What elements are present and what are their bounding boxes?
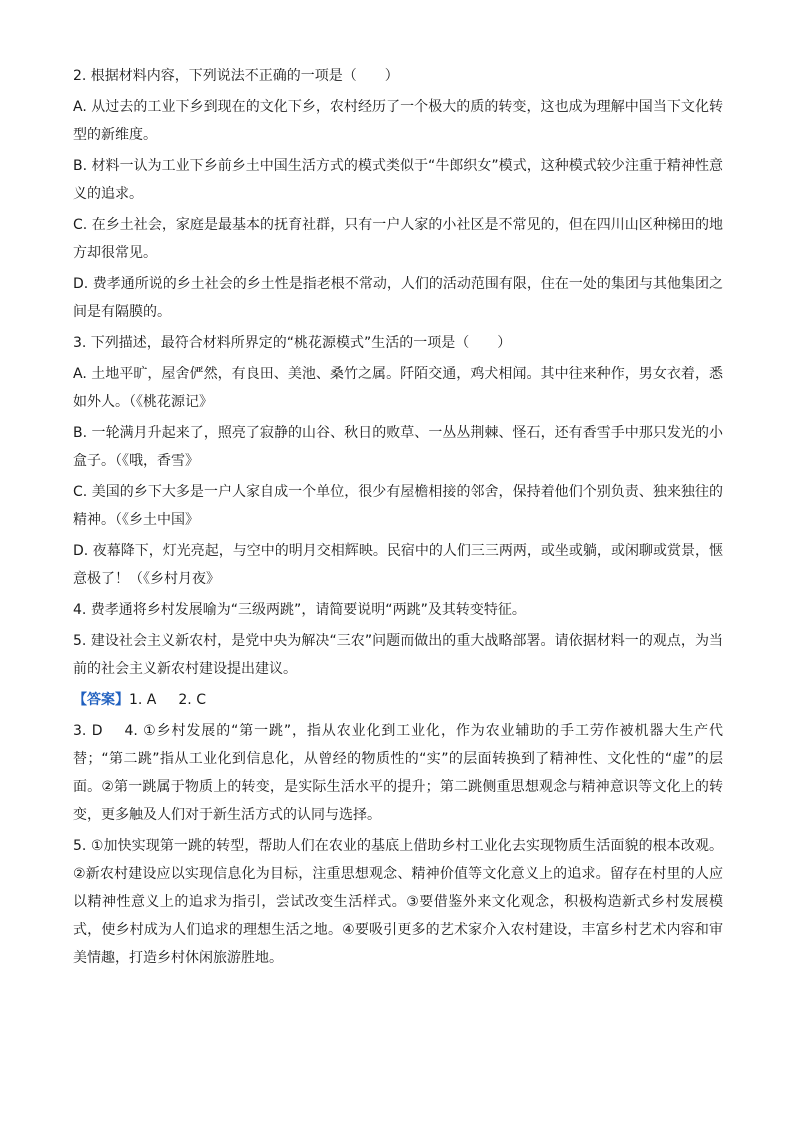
answer-1: 1. A — [129, 692, 157, 708]
question-2-stem: 2. 根据材料内容，下列说法不正确的一项是（ ） — [73, 68, 399, 84]
question-2-option-b: B. 材料一认为工业下乡前乡土中国生活方式的模式类似于“牛郎织女”模式，这种模式较少注重于精神性意义的追求。 — [73, 158, 723, 202]
question-3-option-d: D. 夜幕降下，灯光亮起，与空中的明月交相辉映。民宿中的人们三三两两，或坐或躺，或闲聊或赏景，惬意极了！（《乡村月夜》 — [73, 543, 723, 587]
question-3-option-a: A. 土地平旷，屋舍俨然，有良田、美池、桑竹之属。阡陌交通，鸡犬相闻。其中往来种作，男女衣着，悉如外人。（《桃花源记》 — [73, 366, 723, 410]
answer-3-4 — [73, 717, 723, 829]
question-2-option-a: A. 从过去的工业下乡到现在的文化下乡，农村经历了一个极大的质的转变，这也成为理解中国当下文化转型的新维度。 — [73, 99, 723, 143]
question-3-option-b: B. 一轮满月升起来了，照亮了寂静的山谷、秋日的败草、一丛丛荆棘、怪石，还有香雪手中那只发光的小盒子。（《哦，香雪》 — [73, 425, 723, 469]
question-2-option-d: D. 费孝通所说的乡土社会的乡土性是指老根不常动，人们的活动范围有限，住在一处的集团与其他集团之间是有隔膜的。 — [73, 276, 723, 320]
answer-3: 3. D — [73, 723, 103, 739]
answer-line-1 — [73, 686, 723, 714]
answer-label: 【答案】 — [73, 692, 129, 708]
answer-2: 2. C — [178, 692, 206, 708]
question-3-option-c: C. 美国的乡下大多是一户人家自成一个单位，很少有屋檐相接的邻舍，保持着他们个别负责、独来独往的精神。（《乡土中国》 — [73, 484, 723, 528]
document-page — [73, 62, 723, 975]
answer-5: 5. ①加快实现第一跳的转型，帮助人们在农业的基底上借助乡村工业化去实现物质生活面貌的根本改观。②新农村建设应以实现信息化为目标，注重思想观念、精神价值等文化意义上的追求。留存在村里的人应以精神性意义上的追求为指引，尝试改变生活样式。③要借鉴外来文化观念，积极构造新式乡村发展模式，使乡村成为人们追求的理想生活之地。④要吸引更多的艺术家介入农村建设，丰富乡村艺术内容和审美情趣，打造乡村休闲旅游胜地。 — [73, 838, 723, 966]
answer-4: 4. ①乡村发展的“第一跳”，指从农业化到工业化，作为农业辅助的手工劳作被机器大生产代替；“第二跳”指从工业化到信息化，从曾经的物质性的“实”的层面转换到了精神性、文化性的“虚”的层面。②第一跳属于物质上的转变，是实际生活水平的提升；第二跳侧重思想观念与精神意识等文化上的转变，更多触及人们对于新生活方式的认同与选择。 — [73, 723, 723, 823]
question-5-stem: 5. 建设社会主义新农村，是党中央为解决“三农”问题而做出的重大战略部署。请依据材料一的观点，为当前的社会主义新农村建设提出建议。 — [73, 633, 723, 677]
question-2-option-c: C. 在乡土社会，家庭是最基本的抚育社群，只有一户人家的小社区是不常见的，但在四川山区种梯田的地方却很常见。 — [73, 217, 723, 261]
question-3-stem: 3. 下列描述，最符合材料所界定的“桃花源模式”生活的一项是（ ） — [73, 335, 512, 351]
question-4-stem: 4. 费孝通将乡村发展喻为“三级两跳”，请简要说明“两跳”及其转变特征。 — [73, 602, 526, 618]
